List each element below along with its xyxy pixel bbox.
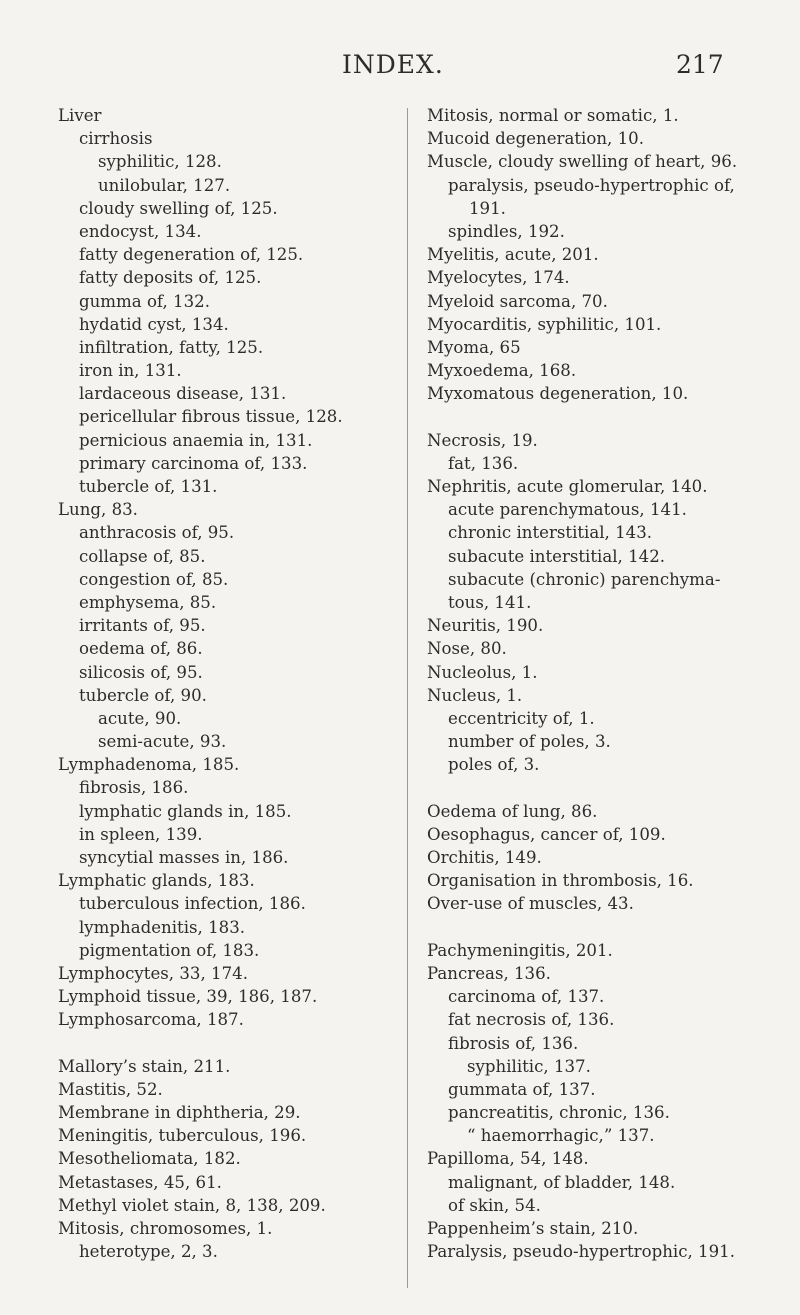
index-entry: Lymphosarcoma, 187. — [58, 1010, 244, 1030]
index-subentry: fatty degeneration of, 125. — [79, 245, 304, 265]
index-subentry: lymphatic glands in, 185. — [79, 801, 292, 821]
index-subentry: fatty deposits of, 125. — [79, 268, 262, 288]
index-entry: Papilloma, 54, 148. — [427, 1149, 589, 1169]
index-entry: Myxomatous degeneration, 10. — [427, 384, 689, 404]
index-entry: Methyl violet stain, 8, 138, 209. — [58, 1195, 326, 1215]
column-divider — [407, 108, 408, 1288]
index-entry: Myxoedema, 168. — [427, 361, 577, 381]
index-entry: Paralysis, pseudo-hypertrophic, 191. — [427, 1242, 736, 1262]
page-header — [0, 50, 800, 90]
index-subentry: pancreatitis, chronic, 136. — [448, 1103, 670, 1123]
index-entry: Neuritis, 190. — [427, 616, 544, 636]
index-entry: Nose, 80. — [427, 639, 507, 659]
index-subentry: poles of, 3. — [448, 755, 540, 775]
index-entry: Mastitis, 52. — [58, 1079, 163, 1099]
index-subentry: fat necrosis of, 136. — [448, 1010, 615, 1030]
section-gap — [58, 1032, 343, 1055]
index-entry: Lymphoid tissue, 39, 186, 187. — [58, 987, 318, 1007]
index-subentry: tubercle of, 90. — [79, 685, 207, 705]
index-entry: Mucoid degeneration, 10. — [427, 129, 644, 149]
index-entry: Orchitis, 149. — [427, 848, 542, 867]
index-subentry: fat, 136. — [448, 453, 519, 473]
index-entry: Lymphocytes, 33, 174. — [58, 963, 248, 983]
index-subentry: “ haemorrhagic,” 137. — [467, 1126, 655, 1146]
index-subentry: lardaceous disease, 131. — [79, 384, 287, 404]
index-subentry: chronic interstitial, 143. — [448, 523, 653, 543]
index-subentry: subacute (chronic) parenchyma- — [448, 569, 721, 589]
index-entry: Mallory’s stain, 211. — [58, 1056, 231, 1076]
index-entry: Oedema of lung, 86. — [427, 801, 598, 821]
index-subentry: gummata of, 137. — [448, 1079, 596, 1099]
index-subentry: malignant, of bladder, 148. — [448, 1172, 676, 1192]
index-subentry: pericellular fibrous tissue, 128. — [79, 407, 343, 427]
index-entry: Mitosis, normal or somatic, 1. — [427, 106, 679, 125]
index-subentry: iron in, 131. — [79, 361, 182, 381]
index-subentry: gumma of, 132. — [79, 291, 210, 311]
index-entry: Lung, 83. — [58, 500, 138, 520]
index-subentry: semi-acute, 93. — [98, 732, 227, 752]
index-subentry: pernicious anaemia in, 131. — [79, 430, 313, 450]
index-subentry: cirrhosis — [79, 129, 153, 149]
index-entry: Metastases, 45, 61. — [58, 1172, 222, 1192]
index-subentry: number of poles, 3. — [448, 732, 611, 752]
index-entry: Pancreas, 136. — [427, 963, 551, 983]
index-subentry: anthracosis of, 95. — [79, 523, 235, 543]
index-column-right — [427, 104, 737, 1263]
index-subentry: tous, 141. — [448, 592, 532, 612]
index-subentry: infiltration, fatty, 125. — [79, 337, 264, 357]
index-subentry: fibrosis, 186. — [79, 778, 189, 798]
index-subentry: oedema of, 86. — [79, 639, 203, 659]
index-entry: Oesophagus, cancer of, 109. — [427, 824, 666, 844]
index-subentry: tubercle of, 131. — [79, 477, 218, 496]
index-subentry: in spleen, 139. — [79, 824, 203, 844]
index-entry: Myelocytes, 174. — [427, 268, 570, 288]
index-subentry: acute, 90. — [98, 708, 182, 728]
index-entry: Mitosis, chromosomes, 1. — [58, 1219, 273, 1238]
index-subentry: syphilitic, 128. — [98, 152, 222, 172]
index-entry: Nucleus, 1. — [427, 685, 523, 705]
index-subentry: irritants of, 95. — [79, 616, 206, 636]
section-gap — [427, 776, 737, 799]
index-entry: Myeloid sarcoma, 70. — [427, 291, 608, 311]
index-subentry: subacute interstitial, 142. — [448, 546, 666, 566]
index-subentry: spindles, 192. — [448, 221, 565, 241]
index-subentry: eccentricity of, 1. — [448, 708, 595, 728]
index-subentry: collapse of, 85. — [79, 546, 206, 566]
index-entry: Pappenheim’s stain, 210. — [427, 1219, 639, 1238]
index-entry: Meningitis, tuberculous, 196. — [58, 1126, 307, 1146]
index-entry: Liver — [58, 106, 102, 125]
index-subentry: primary carcinoma of, 133. — [79, 453, 308, 473]
index-entry: Muscle, cloudy swelling of heart, 96. — [427, 152, 738, 172]
index-entry: Mesotheliomata, 182. — [58, 1149, 241, 1169]
index-subentry: 191. — [469, 198, 506, 218]
index-subentry: of skin, 54. — [448, 1195, 541, 1215]
section-gap — [427, 916, 737, 939]
index-subentry: heterotype, 2, 3. — [79, 1242, 218, 1262]
index-subentry: tuberculous infection, 186. — [79, 894, 306, 914]
index-entry: Lymphatic glands, 183. — [58, 871, 255, 891]
index-entry: Nephritis, acute glomerular, 140. — [427, 477, 708, 496]
index-entry: Membrane in diphtheria, 29. — [58, 1103, 301, 1123]
page-number: 217 — [676, 50, 724, 79]
index-subentry: syncytial masses in, 186. — [79, 848, 289, 867]
index-entry: Myelitis, acute, 201. — [427, 245, 599, 265]
index-entry: Lymphadenoma, 185. — [58, 755, 240, 775]
index-subentry: fibrosis of, 136. — [448, 1033, 579, 1053]
index-entry: Necrosis, 19. — [427, 430, 538, 450]
index-entry: Nucleolus, 1. — [427, 662, 538, 682]
section-gap — [427, 405, 737, 428]
index-subentry: pigmentation of, 183. — [79, 940, 260, 960]
index-subentry: lymphadenitis, 183. — [79, 917, 246, 937]
index-column-left — [58, 104, 343, 1263]
index-subentry: endocyst, 134. — [79, 221, 202, 241]
index-subentry: hydatid cyst, 134. — [79, 314, 229, 334]
index-subentry: cloudy swelling of, 125. — [79, 198, 278, 218]
index-subentry: silicosis of, 95. — [79, 662, 203, 682]
index-entry: Organisation in thrombosis, 16. — [427, 871, 694, 891]
index-subentry: paralysis, pseudo-hypertrophic of, — [448, 175, 735, 195]
index-subentry: acute parenchymatous, 141. — [448, 500, 687, 520]
index-entry: Myocarditis, syphilitic, 101. — [427, 314, 662, 334]
page-title: INDEX. — [342, 50, 444, 79]
index-entry: Over-use of muscles, 43. — [427, 894, 634, 914]
index-subentry: congestion of, 85. — [79, 569, 229, 589]
index-subentry: carcinoma of, 137. — [448, 987, 605, 1007]
index-subentry: syphilitic, 137. — [467, 1056, 591, 1076]
index-subentry: emphysema, 85. — [79, 592, 217, 612]
index-subentry: unilobular, 127. — [98, 175, 231, 195]
index-entry: Pachymeningitis, 201. — [427, 940, 613, 960]
index-entry: Myoma, 65 — [427, 337, 521, 357]
